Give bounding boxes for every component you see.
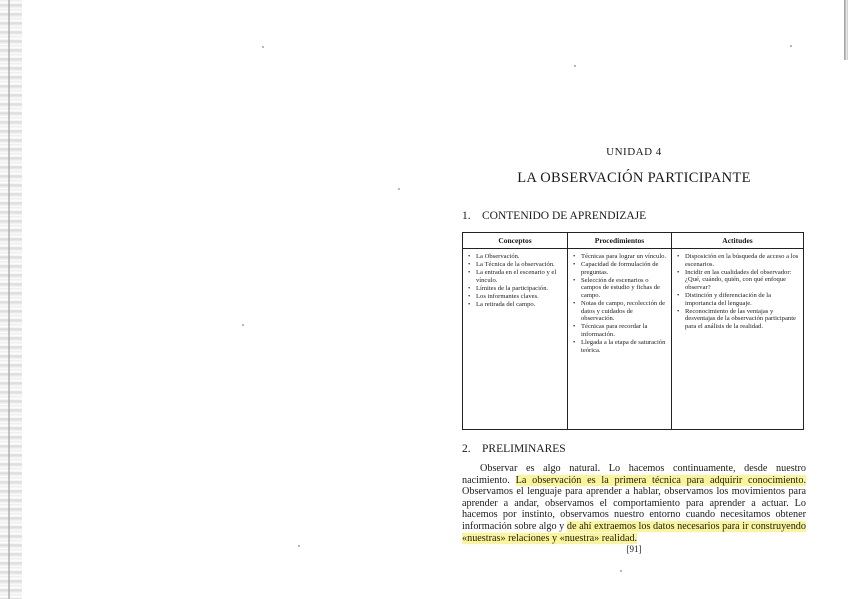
- text-segment: Observar es algo natural. Lo hacemos continuamente, desde nuestro nacimiento.: [462, 463, 806, 486]
- list-item: • Los informantes claves.: [467, 293, 563, 301]
- list-item: • Capacidad de formulación de preguntas.: [572, 261, 667, 276]
- column-list: [463, 249, 567, 309]
- section-number: 2.: [462, 443, 471, 455]
- list-item: • Disposición en la búsqueda de acceso a los escenarios.: [676, 253, 799, 268]
- list-item: • Notas de campo, recolección de datos y cuidados de observación.: [572, 300, 667, 323]
- scan-speck: [262, 46, 264, 48]
- unit-label: UNIDAD 4: [606, 146, 662, 158]
- paragraph: [462, 463, 806, 544]
- highlighted-text: La observación es la primera técnica para adquirir conocimiento.: [515, 474, 806, 486]
- section-heading-preliminares: [462, 443, 566, 455]
- list-item: • Selección de escenarios o campos de estudio y fichas de campo.: [572, 277, 667, 300]
- column-actitudes: [671, 233, 803, 429]
- column-procedimientos: [567, 233, 671, 429]
- section-heading-contenido: [462, 210, 646, 222]
- column-header: Procedimientos: [568, 233, 671, 249]
- list-item: • Llegada a la etapa de saturación teórica.: [572, 339, 667, 354]
- list-item: • Límites de la participación.: [467, 285, 563, 293]
- list-item: • La retirada del campo.: [467, 301, 563, 309]
- section-title: CONTENIDO DE APRENDIZAJE: [482, 210, 647, 222]
- list-item: • Técnicas para recordar la información.: [572, 323, 667, 338]
- scan-left-edge: [0, 0, 22, 599]
- column-header: Actitudes: [672, 233, 803, 249]
- body-paragraph: [462, 463, 806, 544]
- scan-speck: [398, 188, 400, 190]
- section-number: 1.: [462, 210, 471, 222]
- scan-speck: [298, 545, 300, 547]
- scan-speck: [790, 45, 792, 47]
- column-list: [568, 249, 671, 354]
- text-segment: Observamos el lenguaje para aprender a hablar, observamos los movimientos para aprender a andar, observamos el comportamiento para aprender a actuar. Lo hacemos por instinto, observamos nuestro entorno cuando necesitamos obtener información sobre algo y: [462, 486, 806, 532]
- column-conceptos: [463, 233, 567, 429]
- list-item: • Reconocimiento de las ventajas y desventajas de la observación participante para el análisis de la realidad.: [676, 308, 799, 331]
- spine-shadow-top: [844, 0, 848, 60]
- column-header: Conceptos: [463, 233, 567, 249]
- list-item: • Distinción y diferenciación de la importancia del lenguaje.: [676, 292, 799, 307]
- scan-speck: [574, 65, 576, 67]
- list-item: • La Observación.: [467, 253, 563, 261]
- list-item: • Técnicas para lograr un vínculo.: [572, 253, 667, 261]
- list-item: • La entrada en el escenario y el vínculo.: [467, 269, 563, 284]
- unit-title: LA OBSERVACIÓN PARTICIPANTE: [517, 170, 751, 186]
- book-spine: [420, 0, 448, 599]
- content-table: [462, 232, 804, 430]
- highlighted-text: de ahí extraemos los datos necesarios para ir construyendo «nuestras» relaciones y «nuestra» realidad.: [462, 520, 806, 544]
- list-item: • La Técnica de la observación.: [467, 261, 563, 269]
- scan-speck: [620, 570, 622, 572]
- scan-speck: [242, 324, 244, 326]
- section-title: PRELIMINARES: [482, 443, 566, 455]
- column-list: [672, 249, 803, 330]
- page-number: [91]: [626, 544, 642, 554]
- list-item: • Incidir en las cualidades del observador: ¿Qué, cuándo, quién, con qué enfoque observar?: [676, 269, 799, 292]
